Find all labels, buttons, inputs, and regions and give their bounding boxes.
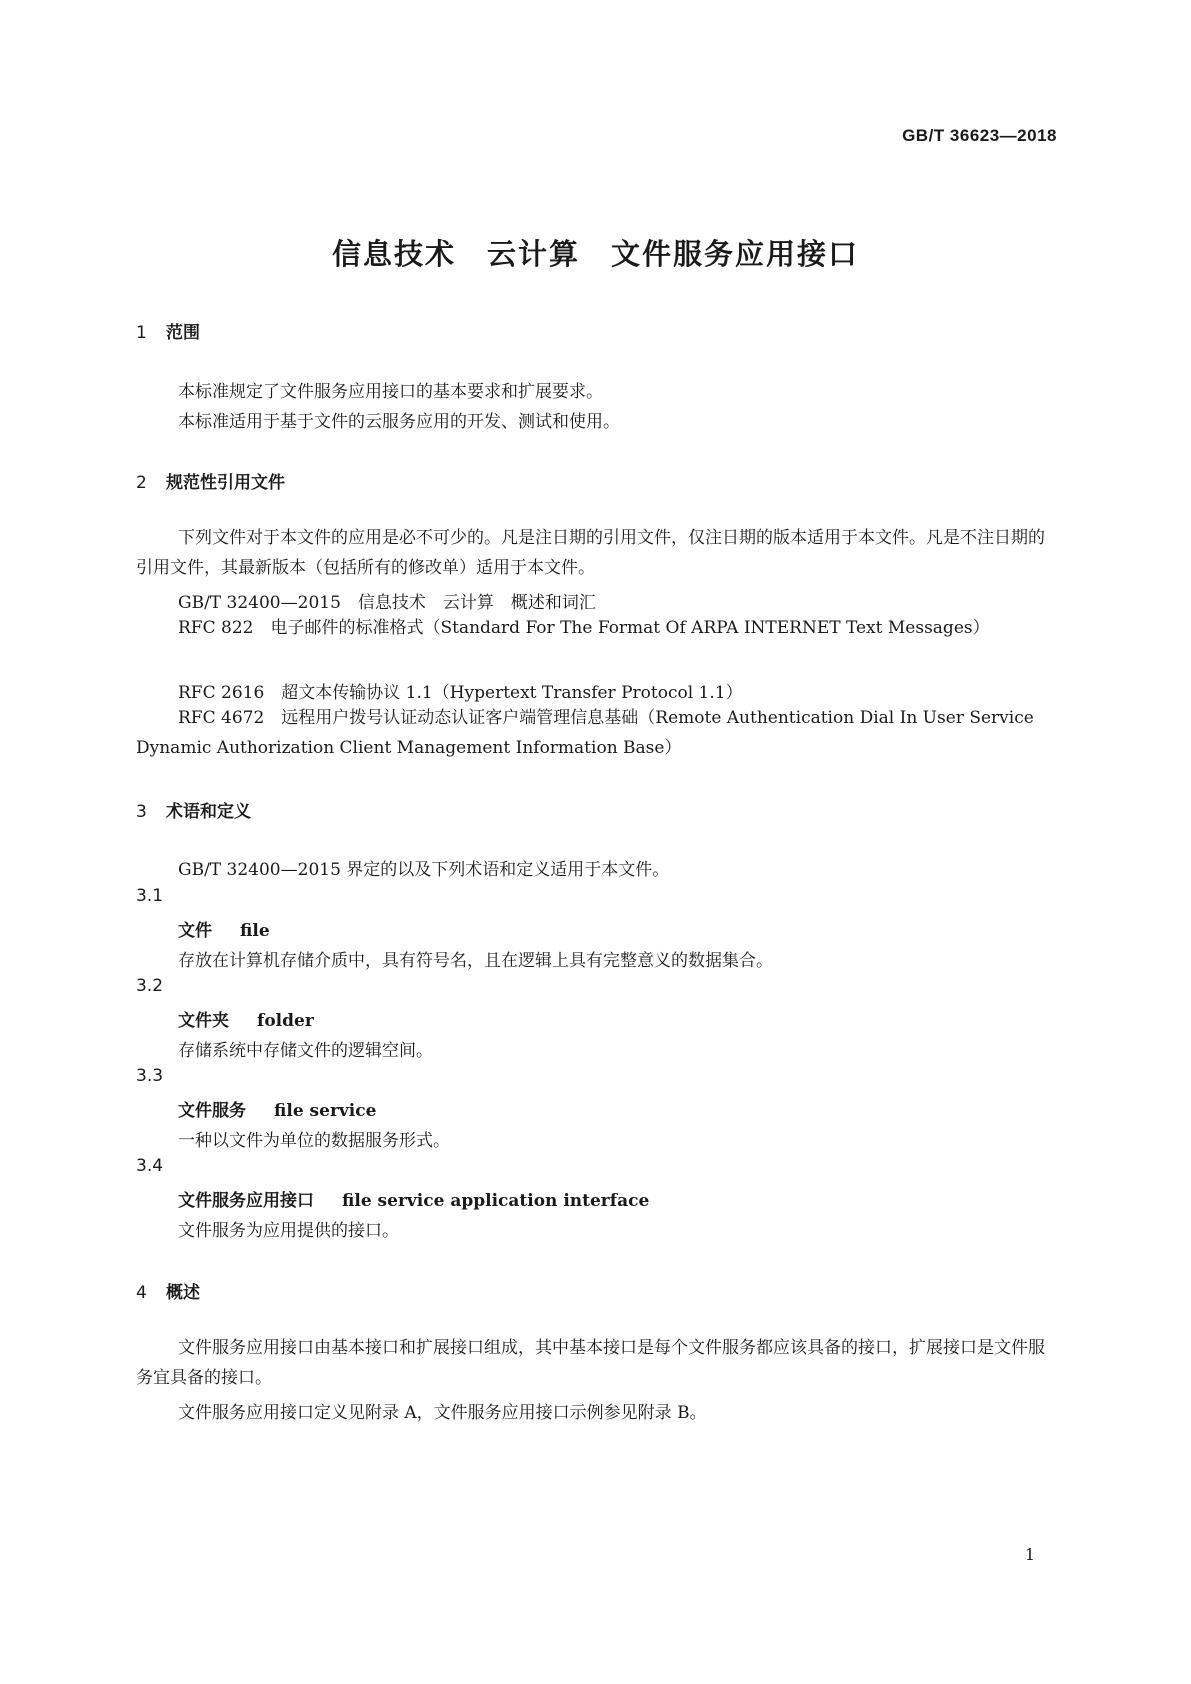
term-zh: 文件 <box>178 921 212 941</box>
term-number: 3.3 <box>136 1066 164 1086</box>
paragraph: 下列文件对于本文件的应用是必不可少的。凡是注日期的引用文件，仅注日期的版本适用于本文件。凡是不注日期的引用文件，其最新版本（包括所有的修改单）适用于本文件。 <box>136 528 1045 578</box>
term-definition: 一种以文件为单位的数据服务形式。 <box>178 1131 450 1151</box>
term-definition: 存储系统中存储文件的逻辑空间。 <box>178 1041 433 1061</box>
term-heading <box>178 916 270 941</box>
term-definition: 存放在计算机存储介质中，具有符号名，且在逻辑上具有完整意义的数据集合。 <box>178 951 773 971</box>
term-number: 3.2 <box>136 976 164 996</box>
page-number: 1 <box>1024 1545 1035 1564</box>
term-en: file service application interface <box>342 1191 650 1211</box>
term-en: file <box>240 921 270 941</box>
term-heading <box>178 1006 314 1031</box>
paragraph: 本标准适用于基于文件的云服务应用的开发、测试和使用。 <box>178 412 620 432</box>
paragraph: GB/T 32400—2015 界定的以及下列术语和定义适用于本文件。 <box>178 860 670 880</box>
section-number: 4 <box>136 1283 147 1303</box>
section-number: 1 <box>136 323 147 343</box>
paragraph: 本标准规定了文件服务应用接口的基本要求和扩展要求。 <box>178 382 603 402</box>
term-zh: 文件服务 <box>178 1101 246 1121</box>
section-number: 3 <box>136 802 147 822</box>
term-zh: 文件服务应用接口 <box>178 1191 314 1211</box>
section-title: 术语和定义 <box>166 802 251 822</box>
term-heading <box>178 1096 376 1121</box>
section-heading-1 <box>136 318 200 343</box>
paragraph: 文件服务应用接口由基本接口和扩展接口组成，其中基本接口是每个文件服务都应该具备的接口，扩展接口是文件服务宜具备的接口。 <box>136 1338 1045 1388</box>
reference-item: RFC 2616 超文本传输协议 1.1（Hypertext Transfer Protocol 1.1） <box>178 683 743 703</box>
section-title: 规范性引用文件 <box>166 473 285 493</box>
section-heading-2 <box>136 468 285 493</box>
term-zh: 文件夹 <box>178 1011 229 1031</box>
reference-item: RFC 822 电子邮件的标准格式（Standard For The Format Of ARPA INTERNET Text Messages） <box>178 618 990 638</box>
term-en: folder <box>257 1011 314 1031</box>
term-en: file service <box>274 1101 377 1121</box>
section-heading-3 <box>136 797 251 822</box>
document-title: 信息技术 云计算 文件服务应用接口 <box>331 237 859 271</box>
term-number: 3.1 <box>136 886 164 906</box>
term-definition: 文件服务为应用提供的接口。 <box>178 1221 399 1241</box>
section-title: 范围 <box>166 323 200 343</box>
standard-code: GB/T 36623—2018 <box>902 126 1057 145</box>
paragraph: 文件服务应用接口定义见附录 A，文件服务应用接口示例参见附录 B。 <box>178 1403 707 1423</box>
term-number: 3.4 <box>136 1156 164 1176</box>
reference-item: RFC 4672 远程用户拨号认证动态认证客户端管理信息基础（Remote Authentication Dial In User Service Dynamic Authorization Client Management Information Base） <box>136 708 1034 758</box>
section-number: 2 <box>136 473 147 493</box>
section-heading-4 <box>136 1278 200 1303</box>
section-title: 概述 <box>166 1283 200 1303</box>
reference-item: GB/T 32400—2015 信息技术 云计算 概述和词汇 <box>178 593 596 613</box>
term-heading <box>178 1186 649 1211</box>
